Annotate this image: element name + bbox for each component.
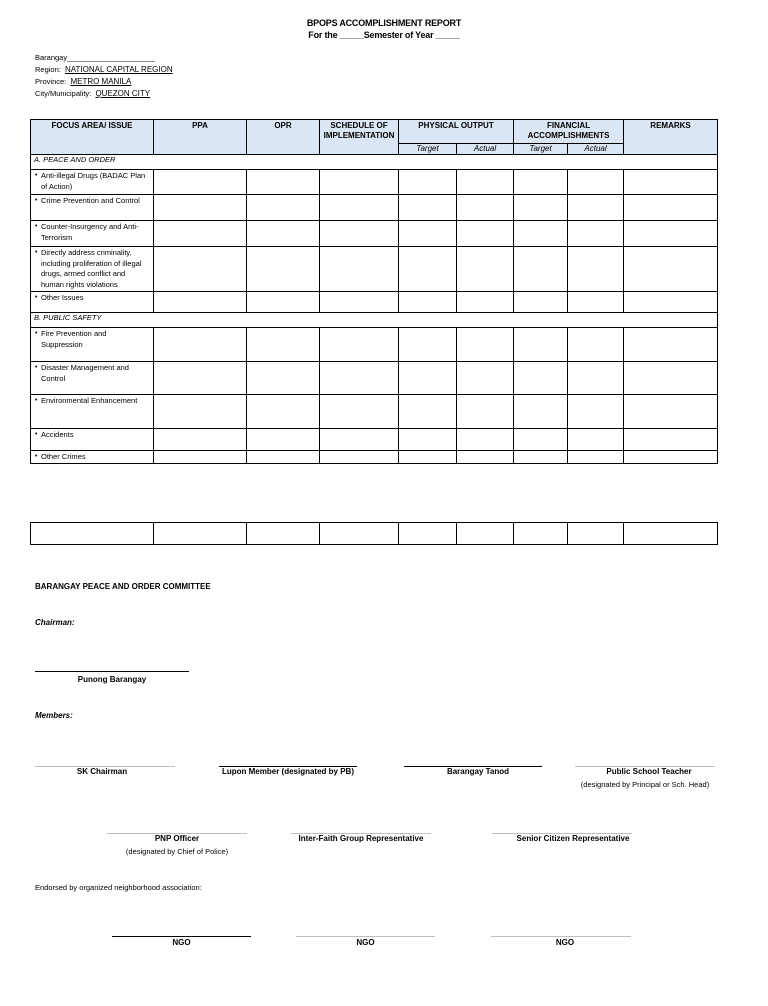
table-row: • Crime Prevention and Control <box>31 195 718 221</box>
member-role: SK Chairman <box>76 767 128 776</box>
header-financial: FINANCIAL ACCOMPLISHMENTS <box>514 120 624 144</box>
member-role: Lupon Member (designated by PB) <box>221 767 354 776</box>
ngo-signature-line <box>112 936 251 937</box>
ngo-signature-line <box>491 936 631 937</box>
region-line: Region: NATIONAL CAPITAL REGION <box>35 65 173 74</box>
endorsed-label: Endorsed by organized neighborhood association: <box>35 883 202 892</box>
ngo-label: NGO <box>172 938 191 947</box>
report-title: BPOPS ACCOMPLISHMENT REPORT <box>306 18 462 28</box>
header-opr: OPR <box>247 120 320 155</box>
bullet-icon: • <box>35 294 38 301</box>
member-role: Public School Teacher <box>606 767 692 776</box>
accomplishment-table <box>30 119 718 464</box>
table-row: • Other Issues <box>31 292 718 313</box>
header-schedule: SCHEDULE OF IMPLEMENTATION <box>320 120 399 155</box>
section-b-heading: B. PUBLIC SAFETY <box>31 313 718 328</box>
section-row <box>31 313 718 328</box>
bullet-icon: • <box>35 197 38 204</box>
city-line: City/Municipality: QUEZON CITY <box>35 89 151 98</box>
bullet-icon: • <box>35 330 38 337</box>
province-value: METRO MANILA <box>70 77 132 86</box>
chairman-signature-line <box>35 671 189 672</box>
bullet-icon: • <box>35 364 38 371</box>
city-value: QUEZON CITY <box>95 89 151 98</box>
chairman-label: Chairman: <box>35 618 75 627</box>
table-row: • Environmental Enhancement <box>31 395 718 429</box>
blank-totals-row <box>30 522 718 545</box>
section-row <box>31 155 718 170</box>
members-label: Members: <box>35 711 73 720</box>
bullet-icon: • <box>35 223 38 230</box>
member-note: (designated by Chief of Police) <box>125 847 229 856</box>
chairman-role: Punong Barangay <box>77 675 147 684</box>
member-note: (designated by Principal or Sch. Head) <box>580 780 710 789</box>
member-role: PNP Officer <box>154 834 200 843</box>
header-physical-output: PHYSICAL OUTPUT <box>399 120 514 144</box>
bullet-icon: • <box>35 431 38 438</box>
header-target-financial: Target <box>514 144 568 155</box>
table-row: • Fire Prevention and Suppression <box>31 328 718 362</box>
table-row: • Accidents <box>31 429 718 451</box>
header-ppa: PPA <box>154 120 247 155</box>
table-row: • Anti-illegal Drugs (BADAC Plan of Action) <box>31 170 718 195</box>
report-subtitle: For the _____Semester of Year _____ <box>308 30 460 40</box>
member-role: Senior Citizen Representative <box>516 834 630 843</box>
bullet-icon: • <box>35 397 38 404</box>
bullet-icon: • <box>35 453 38 460</box>
header-remarks: REMARKS <box>624 120 718 155</box>
table-row: • Other Crimes <box>31 451 718 464</box>
ngo-label: NGO <box>555 938 575 947</box>
header-focus-area: FOCUS AREA/ ISSUE <box>31 120 154 155</box>
committee-title: BARANGAY PEACE AND ORDER COMMITTEE <box>35 582 211 591</box>
header-target-physical: Target <box>399 144 457 155</box>
ngo-label: NGO <box>356 938 375 947</box>
member-role: Barangay Tanod <box>446 767 510 776</box>
table-row: • Disaster Management and Control <box>31 362 718 395</box>
header-actual-physical: Actual <box>457 144 514 155</box>
province-line: Province: METRO MANILA <box>35 77 132 86</box>
barangay-line: Barangay_____________________ <box>35 53 155 62</box>
member-role: Inter-Faith Group Representative <box>298 834 424 843</box>
bullet-icon: • <box>35 249 38 256</box>
ngo-signature-line <box>296 936 435 937</box>
section-a-heading: A. PEACE AND ORDER <box>31 155 718 170</box>
region-value: NATIONAL CAPITAL REGION <box>65 65 173 74</box>
table-row: • Directly address criminality, including proliferation of illegal drugs, armed conflict and human rights violations <box>31 247 718 292</box>
bullet-icon: • <box>35 172 38 179</box>
table-row: • Counter-Insurgency and Anti-Terrorism <box>31 221 718 247</box>
header-actual-financial: Actual <box>568 144 624 155</box>
